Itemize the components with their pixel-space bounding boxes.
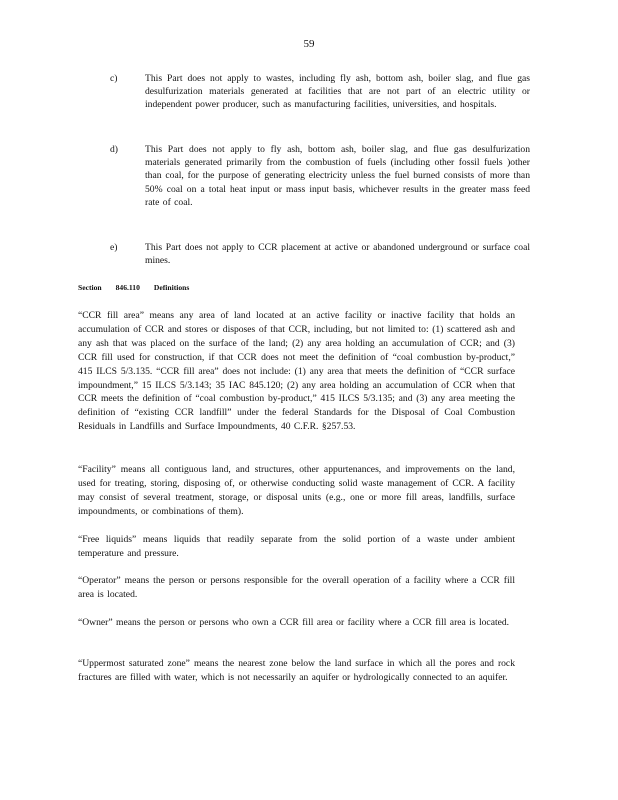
list-item-e: [110, 241, 530, 267]
list-item-letter: d): [110, 144, 118, 155]
list-item-text: This Part does not apply to wastes, including fly ash, bottom ash, boiler slag, and flue gas desulfurization materials generated at facilities that are not part of an electric utility or independent power producer, such as manufacturing facilities, universities, and hospitals.: [145, 73, 530, 111]
definition-ccr-fill-area: “CCR fill area” means any area of land located at an active facility or inactive facility that holds an accumulation of CCR and stores or disposes of that CCR, including, but not limited to: (1) scattered ash and any ash that was placed on the surface of the land; (2) any area holding an accumulation of CCR; and (3) CCR fill used for construction, if that CCR does not meet the definition of “coal combustion by-product,” 415 ILCS 5/3.135. “CCR fill area” does not include: (1) any area that meets the definition of “CCR surface impoundment,” 15 ILCS 5/3.143; 35 IAC 845.120; (2) any area holding an accumulation of CCR when that CCR meets the definition of “coal combustion by-product,” 415 ILCS 5/3.135; and (3) any area meeting the definition of “existing CCR landfill” under the federal Standards for the Disposal of Coal Combustion Residuals in Landfills and Surface Impoundments, 40 C.F.R. §257.53.: [78, 310, 515, 433]
definition-facility: “Facility” means all contiguous land, and structures, other appurtenances, and improvements on the land, used for treating, storing, disposing of, or otherwise conducting solid waste management of CCR. A facility may consist of several treatment, storage, or disposal units (e.g., one or more fill areas, landfills, surface impoundments, or combinations of them).: [78, 464, 515, 517]
section-label: Section: [78, 283, 102, 292]
page-number: 59: [303, 38, 315, 50]
list-item-letter: c): [110, 73, 118, 84]
definition-owner: “Owner” means the person or persons who own a CCR fill area or facility where a CCR fill area is located.: [78, 617, 510, 628]
section-number: 846.110: [115, 283, 140, 292]
definition-free-liquids: “Free liquids” means liquids that readily separate from the solid portion of a waste under ambient temperature and pressure.: [78, 534, 515, 559]
list-item-letter: e): [110, 242, 118, 253]
section-title: Definitions: [153, 283, 190, 292]
list-item-text: This Part does not apply to fly ash, bottom ash, boiler slag, and flue gas desulfurization materials generated primarily from the combustion of fuels (including other fossil fuels )other than coal, for the purpose of generating electricity unless the fuel burned consists of more than 50% coal on a total heat input or mass input basis, whichever results in the greater mass feed rate of coal.: [145, 144, 530, 208]
list-item-text: This Part does not apply to CCR placement at active or abandoned underground or surface coal mines.: [145, 242, 530, 267]
definition-uppermost-saturated-zone: “Uppermost saturated zone” means the nearest zone below the land surface in which all the pores and rock fractures are filled with water, which is not necessarily an aquifer or hydrologically connected to an aquifer.: [78, 658, 515, 683]
list-item-d: [110, 143, 530, 209]
section-heading: [78, 283, 189, 292]
definition-operator: “Operator” means the person or persons responsible for the overall operation of a facility where a CCR fill area is located.: [78, 575, 515, 600]
list-item-c: [110, 72, 530, 112]
